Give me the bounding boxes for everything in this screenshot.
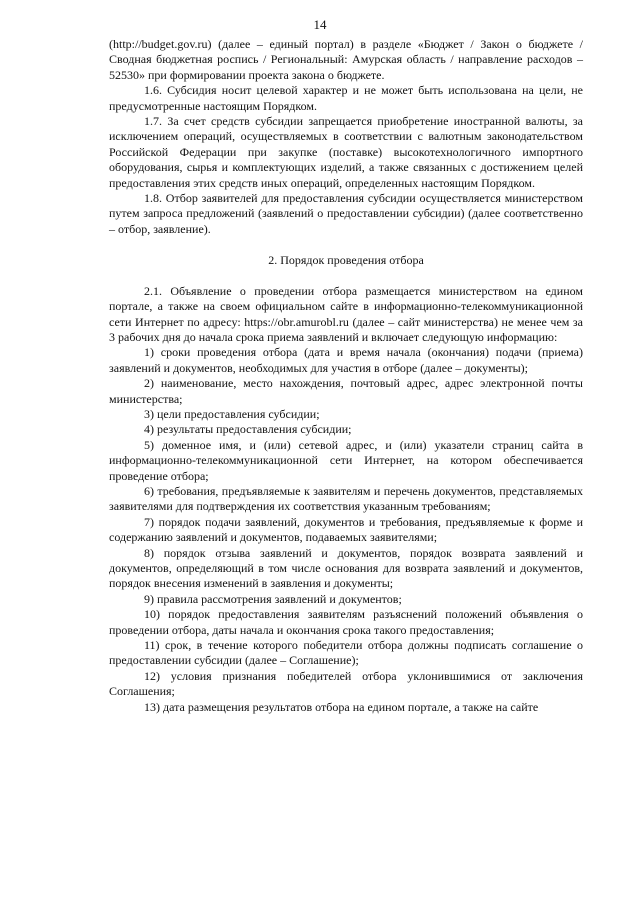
paragraph-budget-portal: (http://budget.gov.ru) (далее – единый портал) в разделе «Бюджет / Закон о бюджете / Сводная бюджетная роспись / Региональный: Амурская область / направление расходов – 52530» при формировании проекта закона о бюджете.: [109, 37, 583, 82]
list-item-12: 12) условия признания победителей отбора уклонившимися от заключения Соглашения;: [109, 668, 583, 699]
list-item-7: 7) порядок подачи заявлений, документов и требования, предъявляемые к форме и содержанию заявлений и документов, подаваемых заявителями;: [109, 514, 583, 545]
list-item-2: 2) наименование, место нахождения, почтовый адрес, адрес электронной почты министерства;: [109, 376, 583, 406]
list-item-3: 3) цели предоставления субсидии;: [144, 406, 320, 421]
list-item-6: 6) требования, предъявляемые к заявителям и перечень документов, представляемых заявителями для подтверждения их соответствия указанным требованиям;: [109, 483, 583, 514]
document-body: [109, 37, 583, 715]
list-item-13: 13) дата размещения результатов отбора на едином портале, а также на сайте: [144, 699, 539, 714]
list-item-9: 9) правила рассмотрения заявлений и документов;: [144, 591, 402, 606]
paragraph-1-8: 1.8. Отбор заявителей для предоставления субсидии осуществляется министерством путем запроса предложений (заявлений о предоставлении субсидии) (далее соответственно – отбор, заявление).: [109, 191, 583, 236]
list-item-4: 4) результаты предоставления субсидии;: [144, 422, 352, 437]
paragraph-1-7: 1.7. За счет средств субсидии запрещается приобретение иностранной валюты, за исключением операций, осуществляемых в соответствии с валютным законодательством Российской Федерации при закупке (поставке) высокотехнологичного импортного оборудования, сырья и комплектующих изделий, а также связанных с достижением целей предоставления этих средств иных операций, определенных настоящим Порядком.: [109, 114, 583, 190]
paragraph-1-6: 1.6. Субсидия носит целевой характер и не может быть использована на цели, не предусмотренные настоящим Порядком.: [109, 83, 583, 113]
page-number: 14: [313, 17, 327, 32]
paragraph-2-1: 2.1. Объявление о проведении отбора размещается министерством на едином портале, а также на своем официальном сайте в информационно-телекоммуникационной сети Интернет по адресу: https://obr.amurobl.ru (далее – сайт министерства) не менее чем за 3 рабочих дня до начала срока приема заявлений и включает следующую информацию:: [109, 283, 583, 344]
list-item-11: 11) срок, в течение которого победители отбора должны подписать соглашение о предоставлении субсидии (далее – Соглашение);: [109, 638, 583, 668]
list-item-1: 1) сроки проведения отбора (дата и время начала (окончания) подачи (приема) заявлений и документов, необходимых для участия в отборе (далее – документы);: [109, 345, 583, 375]
list-item-5: 5) доменное имя, и (или) сетевой адрес, и (или) указатели страниц сайта в информационно-телекоммуникационной сети Интернет, на котором обеспечивается проведение отбора;: [109, 437, 583, 483]
section-heading: 2. Порядок проведения отбора: [268, 253, 424, 268]
list-item-10: 10) порядок предоставления заявителям разъяснений положений объявления о проведении отбора, даты начала и окончания срока такого предоставления;: [109, 607, 583, 637]
list-item-8: 8) порядок отзыва заявлений и документов, порядок возврата заявлений и документов, определяющий в том числе основания для возврата заявлений и документов, порядок внесения изменений в заявления и документы;: [109, 545, 583, 591]
